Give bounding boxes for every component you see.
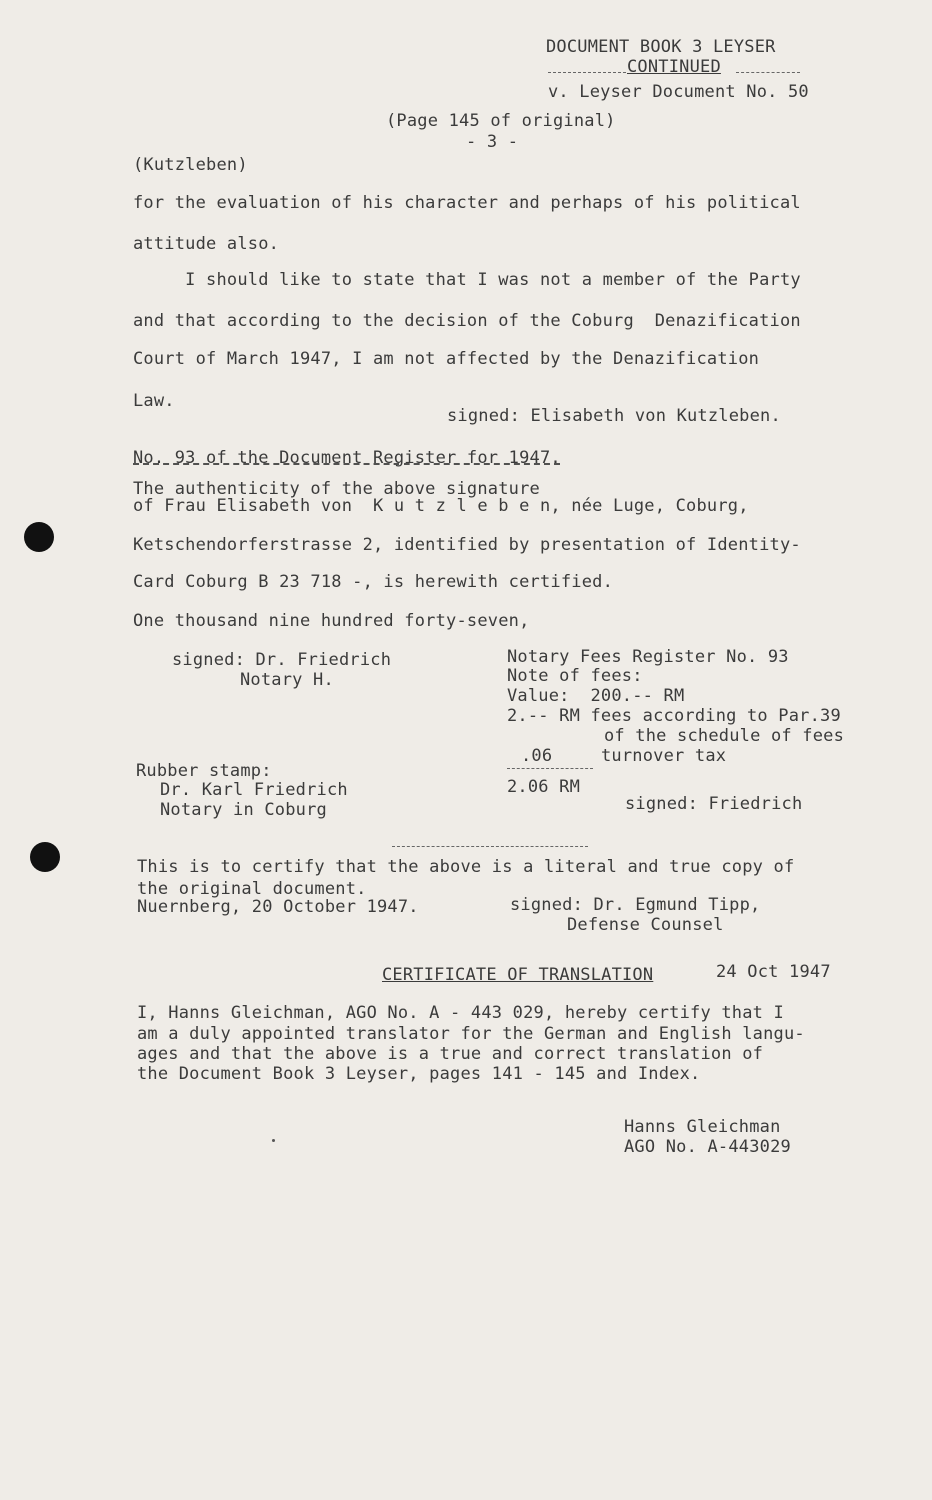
translation-line: I, Hanns Gleichman, AGO No. A - 443 029, hereby certify that I [137, 1003, 784, 1023]
stamp-label: Rubber stamp: [136, 761, 272, 781]
register-line: One thousand nine hundred forty-seven, [133, 611, 530, 631]
body-line: Law. [133, 391, 175, 411]
heading-dash-left [548, 72, 626, 73]
paper-speck [272, 1139, 275, 1142]
total-rule [507, 768, 593, 769]
certify-line: This is to certify that the above is a literal and true copy of [137, 857, 795, 877]
body-line: and that according to the decision of the Coburg Denazification [133, 311, 801, 331]
certify-line: the original document. [137, 879, 367, 899]
fees-value: Value: 200.-- RM [507, 686, 685, 706]
certify-place-date: Nuernberg, 20 October 1947. [137, 897, 419, 917]
register-title: No. 93 of the Document Register for 1947. [133, 448, 561, 468]
fees-line: of the schedule of fees [604, 726, 845, 746]
continued-label: CONTINUED [627, 57, 721, 77]
fees-register: Notary Fees Register No. 93 [507, 647, 789, 667]
body-line: (Kutzleben) [133, 155, 248, 175]
heading-dash-right [736, 72, 800, 73]
note-of-fees: Note of fees: [507, 666, 643, 686]
notary-signed-right: signed: Friedrich [625, 794, 803, 814]
translation-title: CERTIFICATE OF TRANSLATION [382, 965, 654, 985]
body-line: for the evaluation of his character and perhaps of his political [133, 193, 801, 213]
punch-hole-top [24, 522, 54, 552]
translator-ago: AGO No. A-443029 [624, 1137, 791, 1157]
section-separator [392, 846, 588, 847]
certify-signed: signed: Dr. Egmund Tipp, [510, 895, 761, 915]
body-line: attitude also. [133, 234, 280, 254]
register-line: Card Coburg B 23 718 -, is herewith certified. [133, 572, 614, 592]
body-line: Court of March 1947, I am not affected by the Denazification [133, 349, 760, 369]
certify-role: Defense Counsel [567, 915, 724, 935]
body-line: I should like to state that I was not a member of the Party [133, 270, 801, 290]
tax-amount: .06 [521, 746, 553, 766]
fees-line: 2.-- RM fees according to Par.39 [507, 706, 841, 726]
register-line: of Frau Elisabeth von K u t z l e b e n, née Luge, Coburg, [133, 496, 749, 516]
translation-date: 24 Oct 1947 [716, 962, 831, 982]
notary-signed: signed: Dr. Friedrich [172, 650, 392, 670]
translation-line: the Document Book 3 Leyser, pages 141 - 145 and Index. [137, 1064, 701, 1084]
translator-name: Hanns Gleichman [624, 1117, 781, 1137]
tax-label: turnover tax [601, 746, 727, 766]
register-line: The authenticity of the above signature [133, 479, 540, 499]
notary-title: Notary H. [240, 670, 334, 690]
register-line: Ketschendorferstrasse 2, identified by presentation of Identity- [133, 535, 801, 555]
fees-total: 2.06 RM [507, 777, 581, 797]
translation-line: am a duly appointed translator for the German and English langu- [137, 1024, 805, 1044]
page-number: - 3 - [466, 132, 519, 152]
page-reference: (Page 145 of original) [386, 111, 616, 131]
document-number: v. Leyser Document No. 50 [548, 82, 809, 102]
document-book-heading: DOCUMENT BOOK 3 LEYSER [546, 37, 776, 57]
punch-hole-bottom [30, 842, 60, 872]
stamp-name: Dr. Karl Friedrich [160, 780, 348, 800]
signature-line: signed: Elisabeth von Kutzleben. [447, 406, 781, 426]
translation-line: ages and that the above is a true and correct translation of [137, 1044, 764, 1064]
stamp-place: Notary in Coburg [160, 800, 327, 820]
